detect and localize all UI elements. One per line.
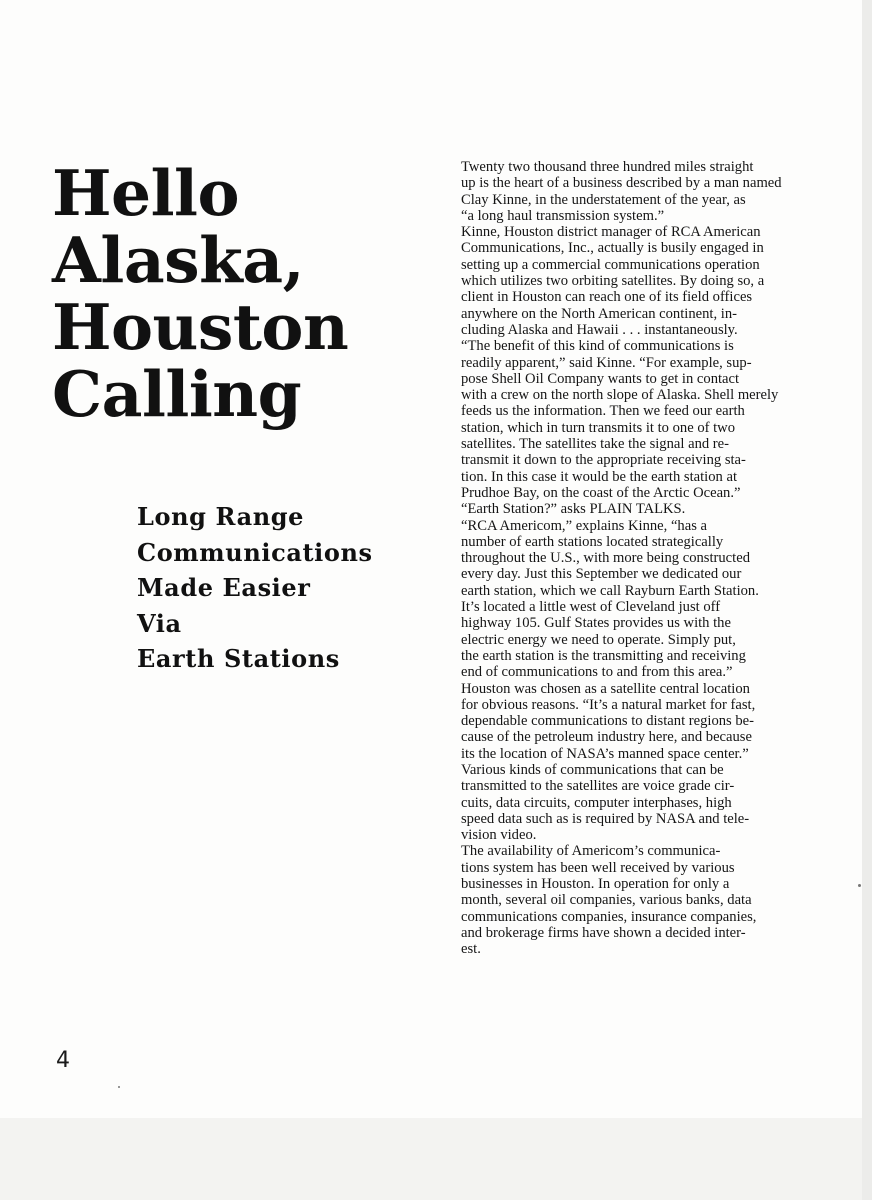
article-line: Houston was chosen as a satellite central location bbox=[461, 680, 750, 697]
article-line: tion. In this case it would be the earth station at bbox=[461, 468, 737, 485]
article-paragraph bbox=[441, 843, 813, 957]
headline-line: Hello bbox=[52, 156, 239, 230]
headline-line: Houston bbox=[52, 290, 349, 364]
article-line: pose Shell Oil Company wants to get in contact bbox=[461, 370, 740, 387]
article-line: satellites. The satellites take the signal and re- bbox=[461, 436, 730, 453]
article-line: throughout the U.S., with more being constructed bbox=[461, 550, 750, 567]
article-line: cluding Alaska and Hawaii . . . instantaneously. bbox=[461, 321, 738, 338]
article-line: “a long haul transmission system.” bbox=[461, 207, 665, 224]
article-line: The availability of Americom’s communica- bbox=[461, 843, 721, 860]
article-line: Prudhoe Bay, on the coast of the Arctic Ocean.” bbox=[461, 484, 741, 501]
article-line: est. bbox=[461, 941, 481, 958]
article-line: highway 105. Gulf States provides us with the bbox=[461, 615, 731, 632]
headline bbox=[52, 156, 422, 431]
article-line: transmitted to the satellites are voice grade cir- bbox=[461, 778, 735, 795]
article-line: for obvious reasons. “It’s a natural market for fast, bbox=[461, 696, 756, 713]
page-number: 4 bbox=[56, 1048, 70, 1073]
article-line: electric energy we need to operate. Simply put, bbox=[461, 631, 736, 648]
article-line: number of earth stations located strategically bbox=[461, 533, 724, 550]
article-line: setting up a commercial communications operation bbox=[461, 256, 760, 273]
article-line: its the location of NASA’s manned space center.” bbox=[461, 745, 749, 762]
article-line: communications companies, insurance companies, bbox=[461, 908, 757, 925]
headline-line: Alaska, bbox=[52, 223, 305, 297]
article-line: vision video. bbox=[461, 827, 537, 844]
article-line: cause of the petroleum industry here, and because bbox=[461, 729, 752, 746]
article-line: “Earth Station?” asks PLAIN TALKS. bbox=[461, 501, 686, 518]
article-paragraph bbox=[441, 501, 813, 517]
subheadline-line: Earth Stations bbox=[137, 644, 340, 673]
article-line: every day. Just this September we dedicated our bbox=[461, 566, 742, 583]
article-paragraph bbox=[441, 338, 813, 501]
subheadline-line: Via bbox=[137, 608, 182, 638]
article-line: month, several oil companies, various banks, data bbox=[461, 892, 752, 909]
subheadline-line: Communications bbox=[137, 537, 373, 567]
article-line: Clay Kinne, in the understatement of the year, as bbox=[461, 191, 746, 208]
article-line: end of communications to and from this area.” bbox=[461, 664, 733, 681]
article-line: client in Houston can reach one of its field offices bbox=[461, 289, 753, 306]
subheadline-line: Made Easier bbox=[137, 573, 311, 602]
article-line: which utilizes two orbiting satellites. By doing so, a bbox=[461, 273, 765, 290]
article-body bbox=[441, 159, 813, 958]
article-line: readily apparent,” said Kinne. “For example, sup- bbox=[461, 354, 752, 371]
scan-speck bbox=[858, 884, 861, 887]
article-line: Kinne, Houston district manager of RCA American bbox=[461, 224, 761, 241]
article-line: speed data such as is required by NASA and tele- bbox=[461, 810, 750, 827]
article-line: tions system has been well received by various bbox=[461, 859, 735, 876]
article-paragraph bbox=[441, 681, 813, 762]
article-line: anywhere on the North American continent, in- bbox=[461, 305, 737, 322]
subheadline-line: Long Range bbox=[137, 502, 305, 531]
headline-line: Calling bbox=[52, 357, 302, 431]
article-line: up is the heart of a business described by a man named bbox=[461, 175, 782, 192]
article-line: businesses in Houston. In operation for only a bbox=[461, 876, 730, 893]
article-line: Twenty two thousand three hundred miles straight bbox=[461, 159, 754, 175]
article-paragraph bbox=[441, 518, 813, 681]
article-line: station, which in turn transmits it to one of two bbox=[461, 419, 736, 436]
article-line: earth station, which we call Rayburn Earth Station. bbox=[461, 582, 759, 599]
article-line: dependable communications to distant regions be- bbox=[461, 713, 755, 730]
scan-speck bbox=[118, 1086, 120, 1088]
article-line: “RCA Americom,” explains Kinne, “has a bbox=[461, 517, 708, 534]
article-paragraph bbox=[441, 224, 813, 338]
article-line: the earth station is the transmitting and receiving bbox=[461, 647, 746, 664]
article-line: feeds us the information. Then we feed our earth bbox=[461, 403, 745, 420]
article-line: Communications, Inc., actually is busily engaged in bbox=[461, 240, 764, 257]
article-line: Various kinds of communications that can be bbox=[461, 761, 724, 778]
article-line: It’s located a little west of Cleveland just off bbox=[461, 599, 721, 616]
subheadline bbox=[137, 499, 427, 677]
article-line: with a crew on the north slope of Alaska. Shell merely bbox=[461, 387, 779, 404]
article-line: “The benefit of this kind of communications is bbox=[461, 338, 734, 355]
page-edge bbox=[862, 0, 872, 1200]
article-line: and brokerage firms have shown a decided inter- bbox=[461, 924, 746, 941]
article-paragraph bbox=[441, 762, 813, 843]
scan-background bbox=[0, 1118, 872, 1200]
article-line: cuits, data circuits, computer interphases, high bbox=[461, 794, 732, 811]
article-paragraph bbox=[441, 159, 813, 224]
article-line: transmit it down to the appropriate receiving sta- bbox=[461, 452, 746, 469]
